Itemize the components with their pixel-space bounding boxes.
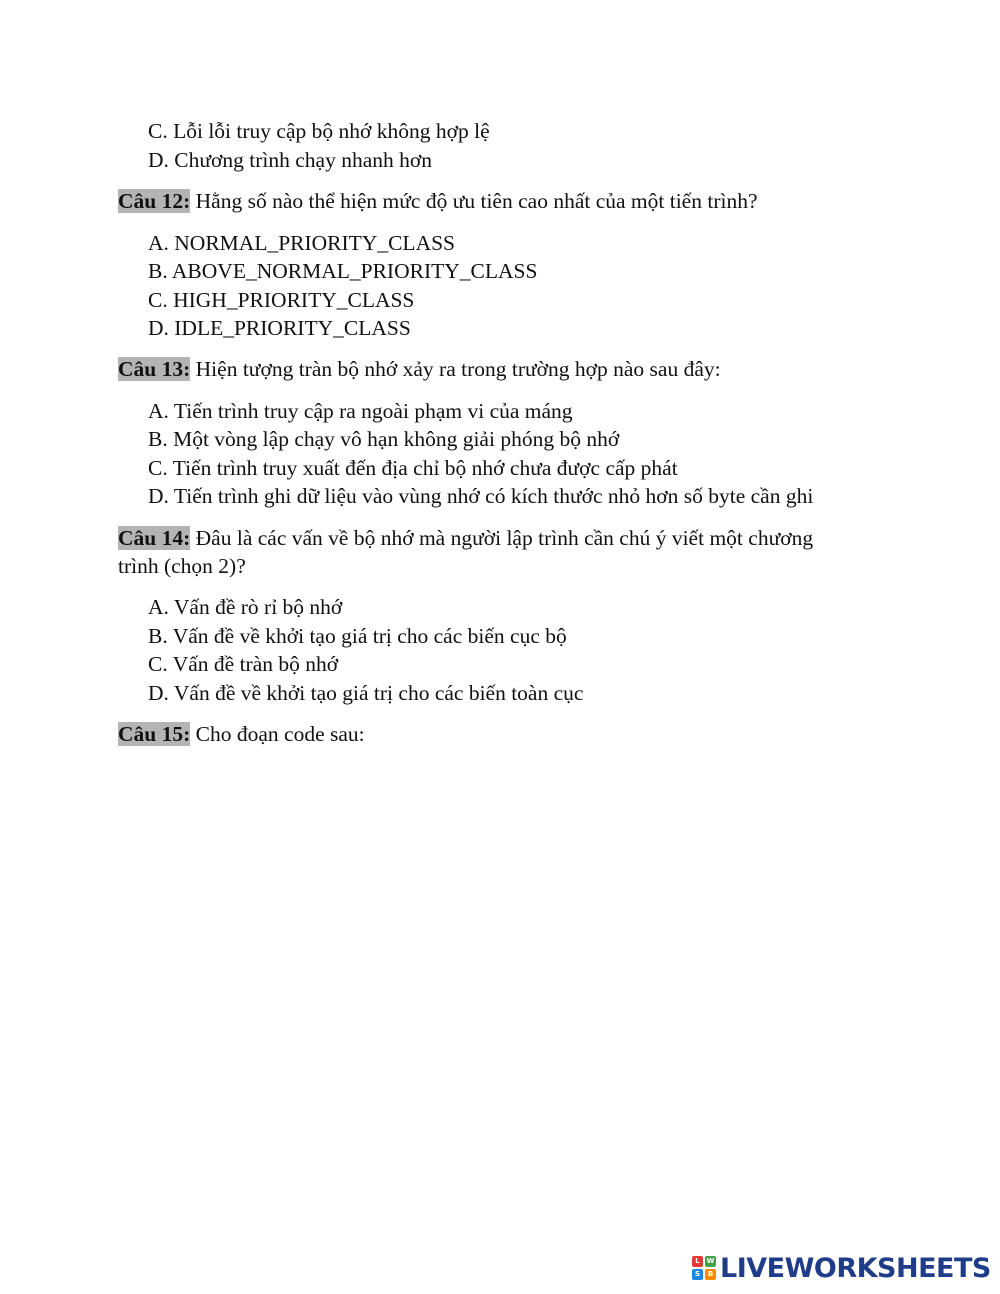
q14-question	[118, 524, 813, 552]
logo-cell: L	[692, 1256, 703, 1267]
q12-option-a: A. NORMAL_PRIORITY_CLASS	[148, 231, 456, 255]
logo-cell: W	[706, 1257, 715, 1265]
logo-cell: B	[705, 1269, 716, 1280]
q14-text: Đâu là các vấn về bộ nhớ mà người lập trình cần chú ý viết một chương	[190, 526, 814, 550]
q12-option-c: C. HIGH_PRIORITY_CLASS	[148, 288, 415, 312]
q12-option-b: B. ABOVE_NORMAL_PRIORITY_CLASS	[148, 259, 538, 283]
q13-option-c: C. Tiến trình truy xuất đến địa chỉ bộ nhớ chưa được cấp phát	[148, 456, 678, 480]
q14-label: Câu 14:	[118, 526, 191, 550]
q13-option-b: B. Một vòng lập chạy vô hạn không giải phóng bộ nhớ	[148, 427, 620, 451]
q13-option-a: A. Tiến trình truy cập ra ngoài phạm vi của máng	[148, 399, 573, 423]
q13-question	[118, 355, 721, 383]
q13-label: Câu 13:	[118, 357, 191, 381]
q14-option-c: C. Vấn đề tràn bộ nhớ	[148, 652, 339, 676]
q14-option-b: B. Vấn đề về khởi tạo giá trị cho các biến cục bộ	[148, 624, 567, 648]
q14-question-continued: trình (chọn 2)?	[118, 554, 246, 578]
q12-text: Hằng số nào thể hiện mức độ ưu tiên cao nhất của một tiến trình?	[190, 189, 758, 213]
q12-question	[118, 187, 758, 215]
q11-option-c: C. Lỗi lỗi truy cập bộ nhớ không hợp lệ	[148, 119, 490, 143]
q12-option-d: D. IDLE_PRIORITY_CLASS	[148, 316, 411, 340]
q14-option-d: D. Vấn đề về khởi tạo giá trị cho các biến toàn cục	[148, 681, 584, 705]
q15-text: Cho đoạn code sau:	[190, 722, 365, 746]
logo-cell: S	[692, 1269, 703, 1280]
liveworksheets-logo-icon	[692, 1256, 716, 1280]
q13-text: Hiện tượng tràn bộ nhớ xảy ra trong trường hợp nào sau đây:	[190, 357, 721, 381]
liveworksheets-watermark	[692, 1252, 991, 1284]
q12-label: Câu 12:	[118, 189, 191, 213]
q14-option-a: A. Vấn đề rò rỉ bộ nhớ	[148, 595, 343, 619]
q11-option-d: D. Chương trình chạy nhanh hơn	[148, 148, 432, 172]
q13-option-d: D. Tiến trình ghi dữ liệu vào vùng nhớ có kích thước nhỏ hơn số byte cần ghi	[148, 484, 814, 508]
q15-label: Câu 15:	[118, 722, 191, 746]
brand-name: LIVEWORKSHEETS	[720, 1252, 991, 1284]
q15-question	[118, 720, 365, 748]
